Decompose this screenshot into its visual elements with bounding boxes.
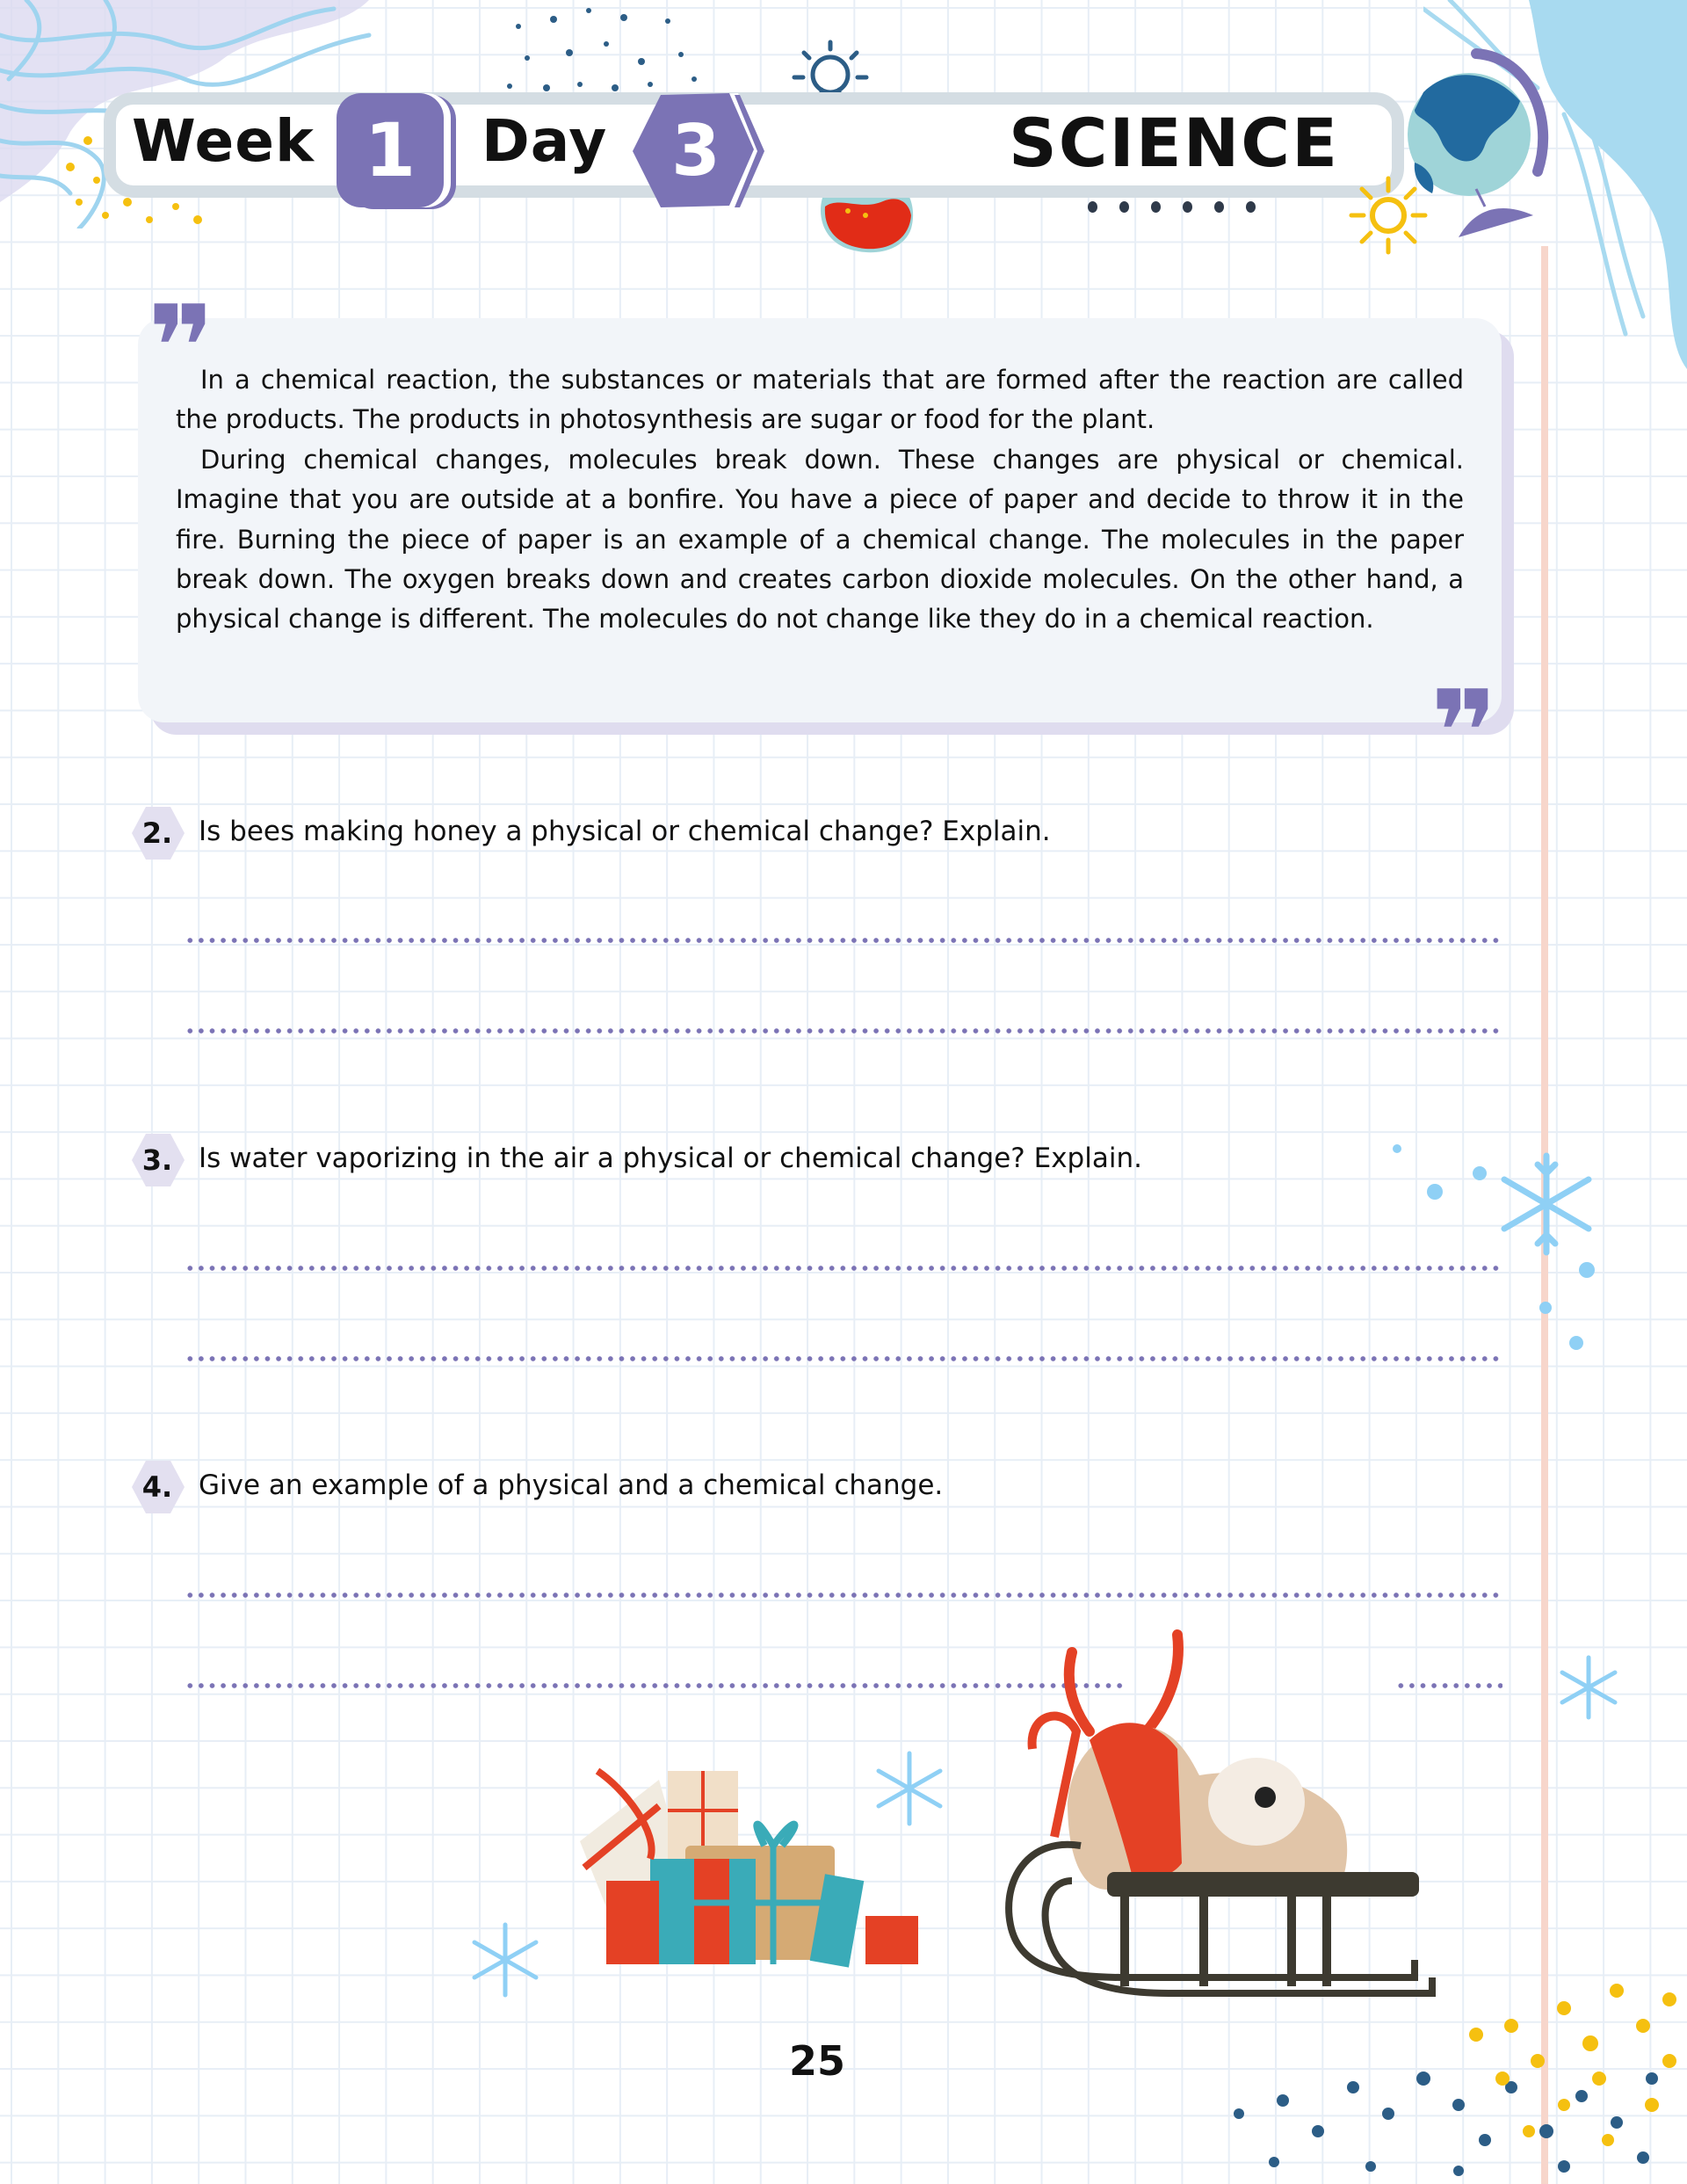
question-number-badge (130, 1132, 185, 1188)
snow-dots (1388, 1134, 1599, 1371)
close-quote-icon: ❞ (1430, 665, 1498, 799)
passage-paragraph: During chemical changes, molecules break down. These changes are physical or chemical. Imagine that you are outside at a bonfire. You have a piece of paper and decide to throw it in the fire. Burning the piece of paper is an example of a chemical change. The molecules in the paper break down. The oxygen breaks down and creates carbon dioxide molecules. On the other hand, a physical change is different. The molecules do not change like they do in a chemical reaction. (176, 444, 1464, 635)
bulldog-on-sled-illustration (993, 1617, 1441, 2004)
week-number-badge: 1 (337, 93, 444, 207)
snowflake-icon (1553, 1652, 1624, 1723)
question-number-badge (130, 1459, 185, 1515)
passage-text (176, 360, 1464, 640)
answer-line[interactable] (185, 1028, 1502, 1034)
answer-line[interactable] (185, 938, 1502, 943)
answer-line[interactable] (185, 1593, 1502, 1598)
question-text: Is bees making honey a physical or chemical change? Explain. (199, 816, 1051, 847)
day-label: Day (481, 107, 608, 175)
question-number: 2. (141, 816, 173, 850)
passage-paragraph: In a chemical reaction, the substances or materials that are formed after the reaction are called the products. The products in photosynthesis are sugar or food for the plant. (176, 365, 1464, 435)
question-text: Is water vaporizing in the air a physical or chemical change? Explain. (199, 1143, 1142, 1174)
decorative-dots-top (492, 0, 738, 97)
decorative-dots-bottom-right (1195, 1955, 1687, 2184)
subject-title: SCIENCE (1009, 104, 1340, 182)
page-number: 25 (789, 2037, 846, 2085)
globe-icon (1388, 48, 1564, 242)
answer-line[interactable] (185, 1683, 1125, 1688)
snowflake-icon (870, 1749, 949, 1828)
day-number: 3 (671, 109, 720, 192)
question-number: 3. (141, 1143, 173, 1177)
question-text: Give an example of a physical and a chemical change. (199, 1469, 944, 1501)
snowflake-icon (466, 1920, 545, 1999)
question-number: 4. (141, 1470, 173, 1504)
open-quote-icon: ❞ (148, 280, 215, 414)
day-number-badge (626, 90, 766, 211)
week-label: Week (132, 107, 315, 175)
question-number-badge (130, 805, 185, 861)
answer-line[interactable] (185, 1266, 1502, 1271)
answer-line[interactable] (185, 1356, 1502, 1361)
title-dots-decoration (1088, 201, 1256, 213)
